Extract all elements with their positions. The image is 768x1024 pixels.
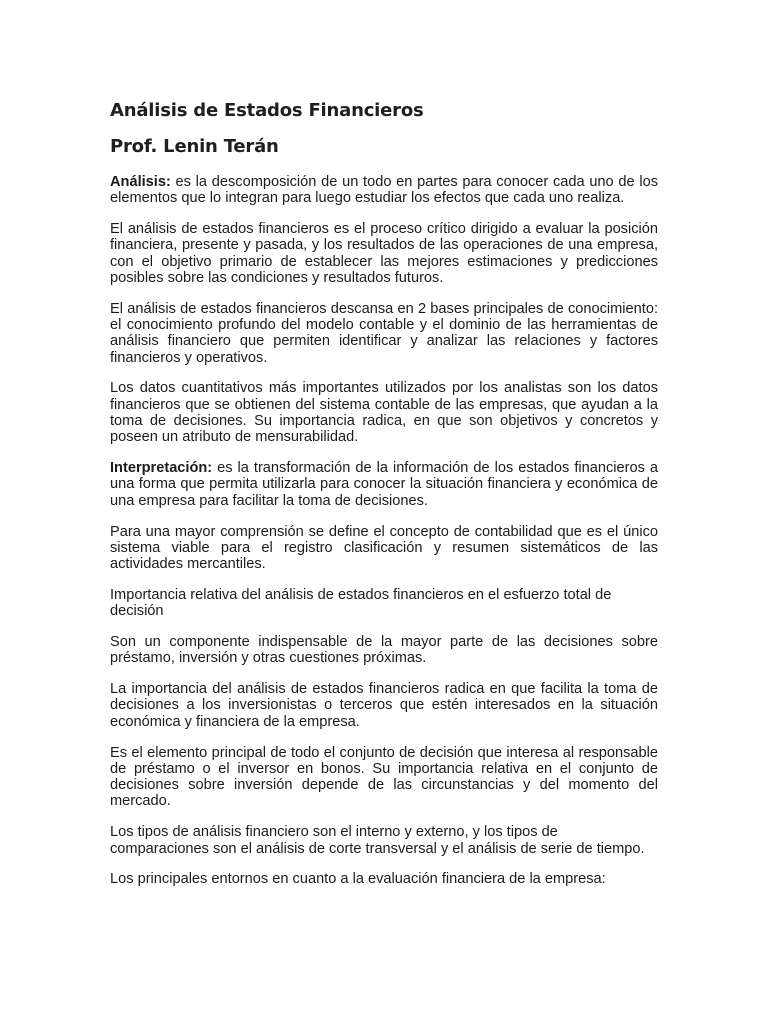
document-title: Análisis de Estados Financieros [110, 100, 424, 121]
paragraph [110, 871, 658, 887]
document-page [110, 98, 658, 902]
paragraph [110, 824, 658, 857]
paragraph-text: Importancia relativa del análisis de estados financieros en el esfuerzo total de decisión [110, 586, 612, 620]
paragraph [110, 634, 658, 667]
paragraph-text: El análisis de estados financieros descansa en 2 bases principales de conocimiento: el conocimiento profundo del modelo contable y el dominio de las herramientas de análisis financiero que permiten identificar y analizar las relaciones y factores financieros y operativos. [110, 300, 658, 366]
paragraph-text: Los datos cuantitativos más importantes utilizados por los analistas son los datos financieros que se obtienen del sistema contable de las empresas, que ayudan a la toma de decisiones. Su importancia radica, en que son objetivos y concretos y poseen un atributo de mensurabilidad. [110, 380, 658, 446]
paragraph [110, 745, 658, 810]
paragraph-text: Son un componente indispensable de la mayor parte de las decisiones sobre préstamo, inversión y otras cuestiones próximas. [110, 634, 658, 667]
paragraph-text: La importancia del análisis de estados financieros radica en que facilita la toma de decisiones a los inversionistas o terceros que estén interesados en la situación económica y financiera de la empresa. [110, 681, 658, 730]
paragraph-text: es la transformación de la información de los estados financieros a una forma que permita utilizarla para conocer la situación financiera y económica de una empresa para facilitar la toma de decisiones. [110, 460, 658, 509]
paragraph [110, 221, 658, 286]
paragraph-lead: Interpretación: [110, 460, 213, 477]
paragraph [110, 380, 658, 445]
paragraph-analisis [110, 174, 658, 207]
paragraph-heading [110, 587, 658, 620]
paragraph-text: El análisis de estados financieros es el proceso crítico dirigido a evaluar la posición financiera, presente y pasada, y los resultados de las operaciones de una empresa, con el objetivo primario de establecer las mejores estimaciones y predicciones posibles sobre las condiciones y resultados futuros. [110, 221, 658, 286]
document-author: Prof. Lenin Terán [110, 136, 279, 157]
paragraph [110, 681, 658, 730]
paragraph [110, 301, 658, 366]
paragraph-text: Para una mayor comprensión se define el concepto de contabilidad que es el único sistema viable para el registro clasificación y resumen sistemáticos de las actividades mercantiles. [110, 523, 658, 573]
paragraph-text: Es el elemento principal de todo el conjunto de decisión que interesa al responsable de préstamo o el inversor en bonos. Su importancia relativa en el conjunto de decisiones sobre inversión depende de las circunstancias y del momento del mercado. [110, 744, 658, 810]
paragraph [110, 524, 658, 573]
paragraph-text: es la descomposición de un todo en partes para conocer cada uno de los elementos que lo integran para luego estudiar los efectos que cada uno realiza. [110, 174, 658, 207]
paragraph-lead: Análisis: [110, 174, 171, 190]
paragraph-interpretacion [110, 460, 658, 509]
paragraph-text: Los principales entornos en cuanto a la evaluación financiera de la empresa: [110, 871, 606, 888]
paragraph-text: Los tipos de análisis financiero son el interno y externo, y los tipos de comparaciones son el análisis de corte transversal y el análisis de serie de tiempo. [110, 824, 645, 857]
